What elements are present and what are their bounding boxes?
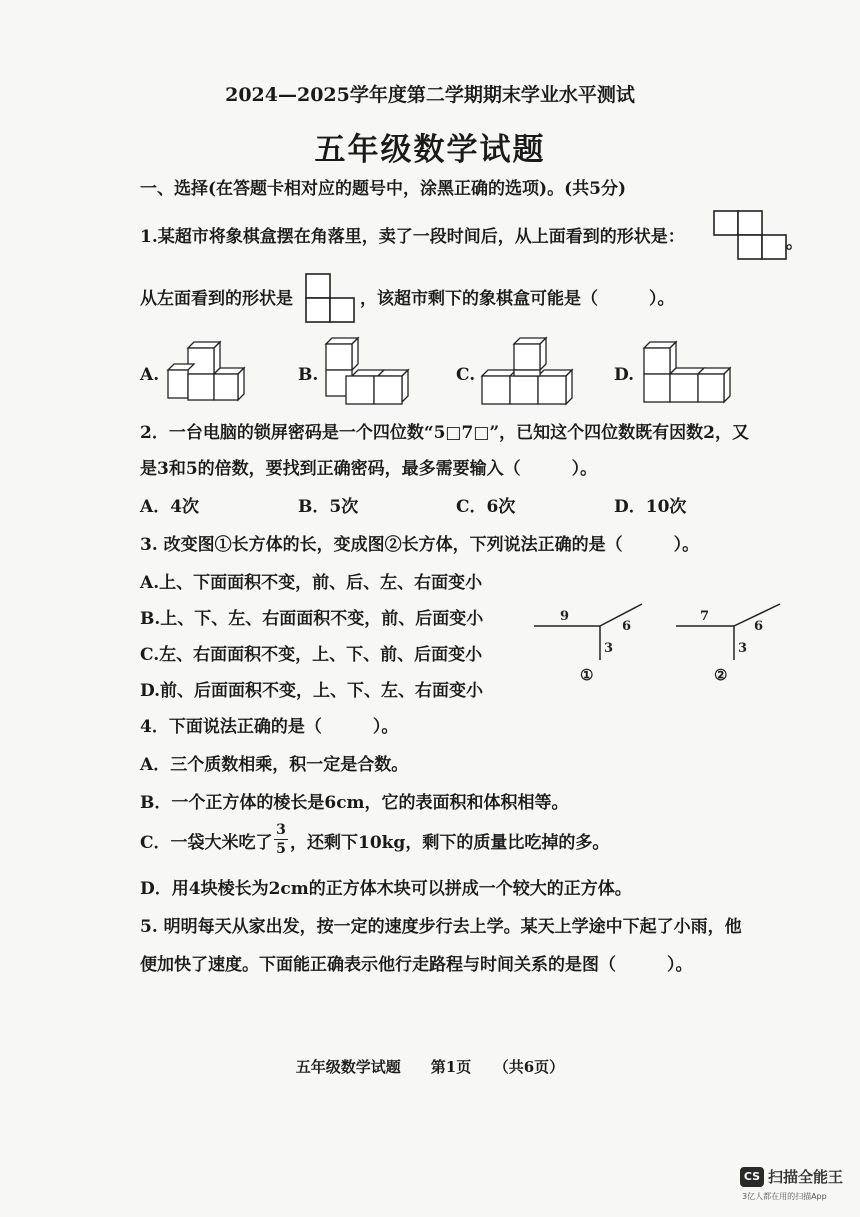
q1-option-a-figure [166,340,250,404]
q2-option-b: B．5次 [298,497,359,517]
fig1-length-label: 9 [560,609,570,624]
q1-line2-a: 从左面看到的形状是 [140,289,293,309]
q3-option-d: D.前、后面面积不变，上、下、左、右面变小 [140,681,484,701]
fig1-number-label: ① [580,666,594,684]
q1-option-b-figure [322,334,412,410]
q2-option-c: C．6次 [456,497,516,517]
exam-title: 2024—2025学年度第二学期期末学业水平测试 [225,84,635,106]
q4-option-d: D．用4块棱长为2cm的正方体木块可以拼成一个较大的正方体。 [140,879,632,899]
fig2-height-label: 3 [738,641,748,656]
fig2-length-label: 7 [700,609,710,624]
left-view-figure [304,272,358,324]
q4-option-c-part2: ，还剩下10kg，剩下的质量比吃掉的多。 [290,833,610,853]
fraction-numerator: 3 [276,822,286,838]
scanner-app-name: 扫描全能王 [768,1168,844,1186]
fig1-width-label: 6 [622,619,632,634]
q3-option-b: B.上、下、左、右面面积不变，前、后面变小 [140,609,484,629]
q1-option-d-figure [640,338,736,408]
fig2-width-label: 6 [754,619,764,634]
q1-option-d-label: D. [614,365,635,385]
q1-line1-end: 。 [786,233,803,253]
fraction [274,822,288,857]
q1-option-c-label: C. [456,365,476,385]
q1-line2-b: ，该超市剩下的象棋盒可能是（ ）。 [360,289,675,309]
q2-line2: 是3和5的倍数，要找到正确密码，最多需要输入（ ）。 [140,459,598,479]
q5-line1: 5. 明明每天从家出发，按一定的速度步行去上学。某天上学途中下起了小雨，他 [140,917,742,937]
q1-option-a-label: A. [140,365,160,385]
q2-option-a: A．4次 [140,497,200,517]
fraction-denominator: 5 [276,841,286,857]
fig1-height-label: 3 [604,641,614,656]
q4-option-c-part1: C．一袋大米吃了 [140,833,273,853]
q2-option-d: D．10次 [614,497,687,517]
q1-option-b-label: B. [298,365,319,385]
q4-option-a: A．三个质数相乘，积一定是合数。 [140,755,409,775]
scanner-logo-icon: CS [740,1167,764,1187]
scanner-tagline: 3亿人都在用的扫描App [742,1192,827,1201]
q4-option-b: B．一个正方体的棱长是6cm，它的表面积和体积相等。 [140,793,569,813]
exam-subtitle: 五年级数学试题 [314,132,546,168]
q4-stem: 4．下面说法正确的是（ ）。 [140,717,399,737]
q3-option-a: A.上、下面面积不变，前、后、左、右面变小 [140,573,483,593]
q3-stem: 3. 改变图①长方体的长，变成图②长方体，下列说法正确的是（ ）。 [140,535,700,555]
section-heading: 一、选择(在答题卡相对应的题号中，涂黑正确的选项)。(共5分) [140,179,627,199]
page-footer: 五年级数学试题 第1页 （共6页） [295,1058,565,1076]
cuboid-figure-1 [530,600,650,684]
fig2-number-label: ② [714,666,728,684]
q1-option-c-figure [480,334,580,410]
top-view-figure [712,209,788,261]
cuboid-figure-2 [672,600,792,684]
q3-option-c: C.左、右面面积不变，上、下、前、后面变小 [140,645,483,665]
q5-line2: 便加快了速度。下面能正确表示他行走路程与时间关系的是图（ ）。 [140,955,693,975]
q2-line1: 2．一台电脑的锁屏密码是一个四位数“5□7□”，已知这个四位数既有因数2，又 [140,423,749,443]
q1-line1: 1.某超市将象棋盒摆在角落里，卖了一段时间后，从上面看到的形状是： [140,227,685,247]
